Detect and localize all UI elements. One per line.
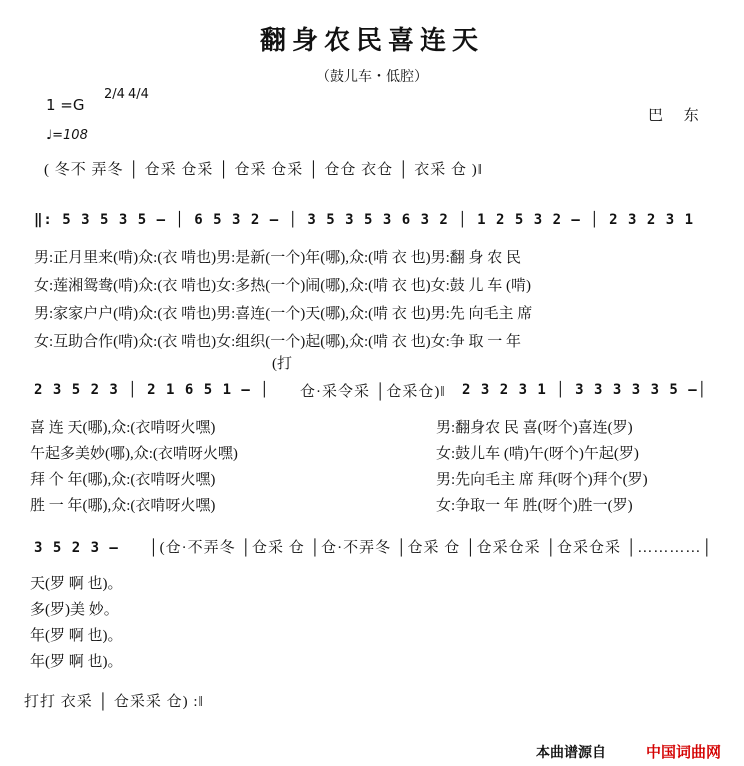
system1-notes: ‖: 5 3 5 3 5 — │ 6 5 3 2 — │ 3 5 3 5 3 6 3 2 │ 1 2 5 3 2 — │ 2 3 2 3 1 xyxy=(34,212,695,228)
system1-lyric-line: 女:莲湘鸳鸯(啃)众:(衣 啃也)女:多热(一个)闹(哪),众:(啃 衣 也)女:鼓 儿 车 (啃) xyxy=(34,278,532,294)
system3-lyric-line: 年(罗 啊 也)。 xyxy=(30,628,123,644)
system2-percussion: 仓·采令采 │仓采仓)‖ xyxy=(300,384,446,400)
system3-percussion: │(仓·不弄冬 │仓采 仓 │仓·不弄冬 │仓采 仓 │仓采仓采 │仓采仓采 │…………│ xyxy=(148,540,714,556)
song-subtitle: （鼓儿车・低腔） xyxy=(316,69,428,85)
system2-notes: 2 3 5 2 3 │ 2 1 6 5 1 — │ xyxy=(34,382,270,398)
footer-source-label: 本曲谱源自 xyxy=(536,745,606,761)
system2-lyric-left: 胜 一 年(哪),众:(衣啃呀火嘿) xyxy=(30,498,216,514)
system2-lyric-right: 女:鼓儿车 (啃)午(呀个)午起(罗) xyxy=(436,446,639,462)
time-signature-2: 4/4 xyxy=(128,87,149,102)
system2-lyric-right: 男:翻身农 民 喜(呀个)喜连(罗) xyxy=(436,420,633,436)
system2-percussion-mark: (打 xyxy=(272,356,292,372)
system1-lyric-line: 男:家家户户(啃)众:(衣 啃也)男:喜连(一个)天(哪),众:(啃 衣 也)男:先 向毛主 席 xyxy=(34,306,533,322)
system2-lyric-left: 喜 连 天(哪),众:(衣啃呀火嘿) xyxy=(30,420,216,436)
system2-lyric-left: 拜 个 年(哪),众:(衣啃呀火嘿) xyxy=(30,472,216,488)
tempo-mark: ♩=108 xyxy=(46,128,88,143)
system1-lyric-line: 男:正月里来(啃)众:(衣 啃也)男:是新(一个)年(哪),众:(啃 衣 也)男:翻 身 农 民 xyxy=(34,250,522,266)
song-title: 翻身农民喜连天 xyxy=(259,26,484,56)
intro-percussion-line: ( 冬不 弄冬 │ 仓采 仓采 │ 仓采 仓采 │ 仓仓 衣仓 │ 衣采 仓 )‖ xyxy=(44,162,483,178)
footer-source-site-link[interactable]: 中国词曲网 xyxy=(646,743,722,761)
system2-notes-right: 2 3 2 3 1 │ 3 3 3 3 3 5 —│ xyxy=(462,382,708,398)
system2-lyric-left: 午起多美妙(哪),众:(衣啃呀火嘿) xyxy=(30,446,238,462)
system3-lyric-line: 年(罗 啊 也)。 xyxy=(30,654,123,670)
system3-lyric-line: 天(罗 啊 也)。 xyxy=(30,576,123,592)
key-signature: 1 =G xyxy=(46,96,85,114)
system2-lyric-right: 男:先向毛主 席 拜(呀个)拜个(罗) xyxy=(436,472,648,488)
author-credit: 巴 东 xyxy=(648,106,707,124)
system2-lyric-right: 女:争取一 年 胜(呀个)胜一(罗) xyxy=(436,498,633,514)
system3-lyric-line: 多(罗)美 妙。 xyxy=(30,602,119,618)
time-signature-1: 2/4 xyxy=(104,87,125,102)
ending-percussion-line: 打打 衣采 │ 仓采采 仓) :‖ xyxy=(24,694,204,710)
system3-notes: 3 5 2 3 — xyxy=(34,540,119,556)
system1-lyric-line: 女:互助合作(啃)众:(衣 啃也)女:组织(一个)起(哪),众:(啃 衣 也)女:争 取 一 年 xyxy=(34,334,522,350)
